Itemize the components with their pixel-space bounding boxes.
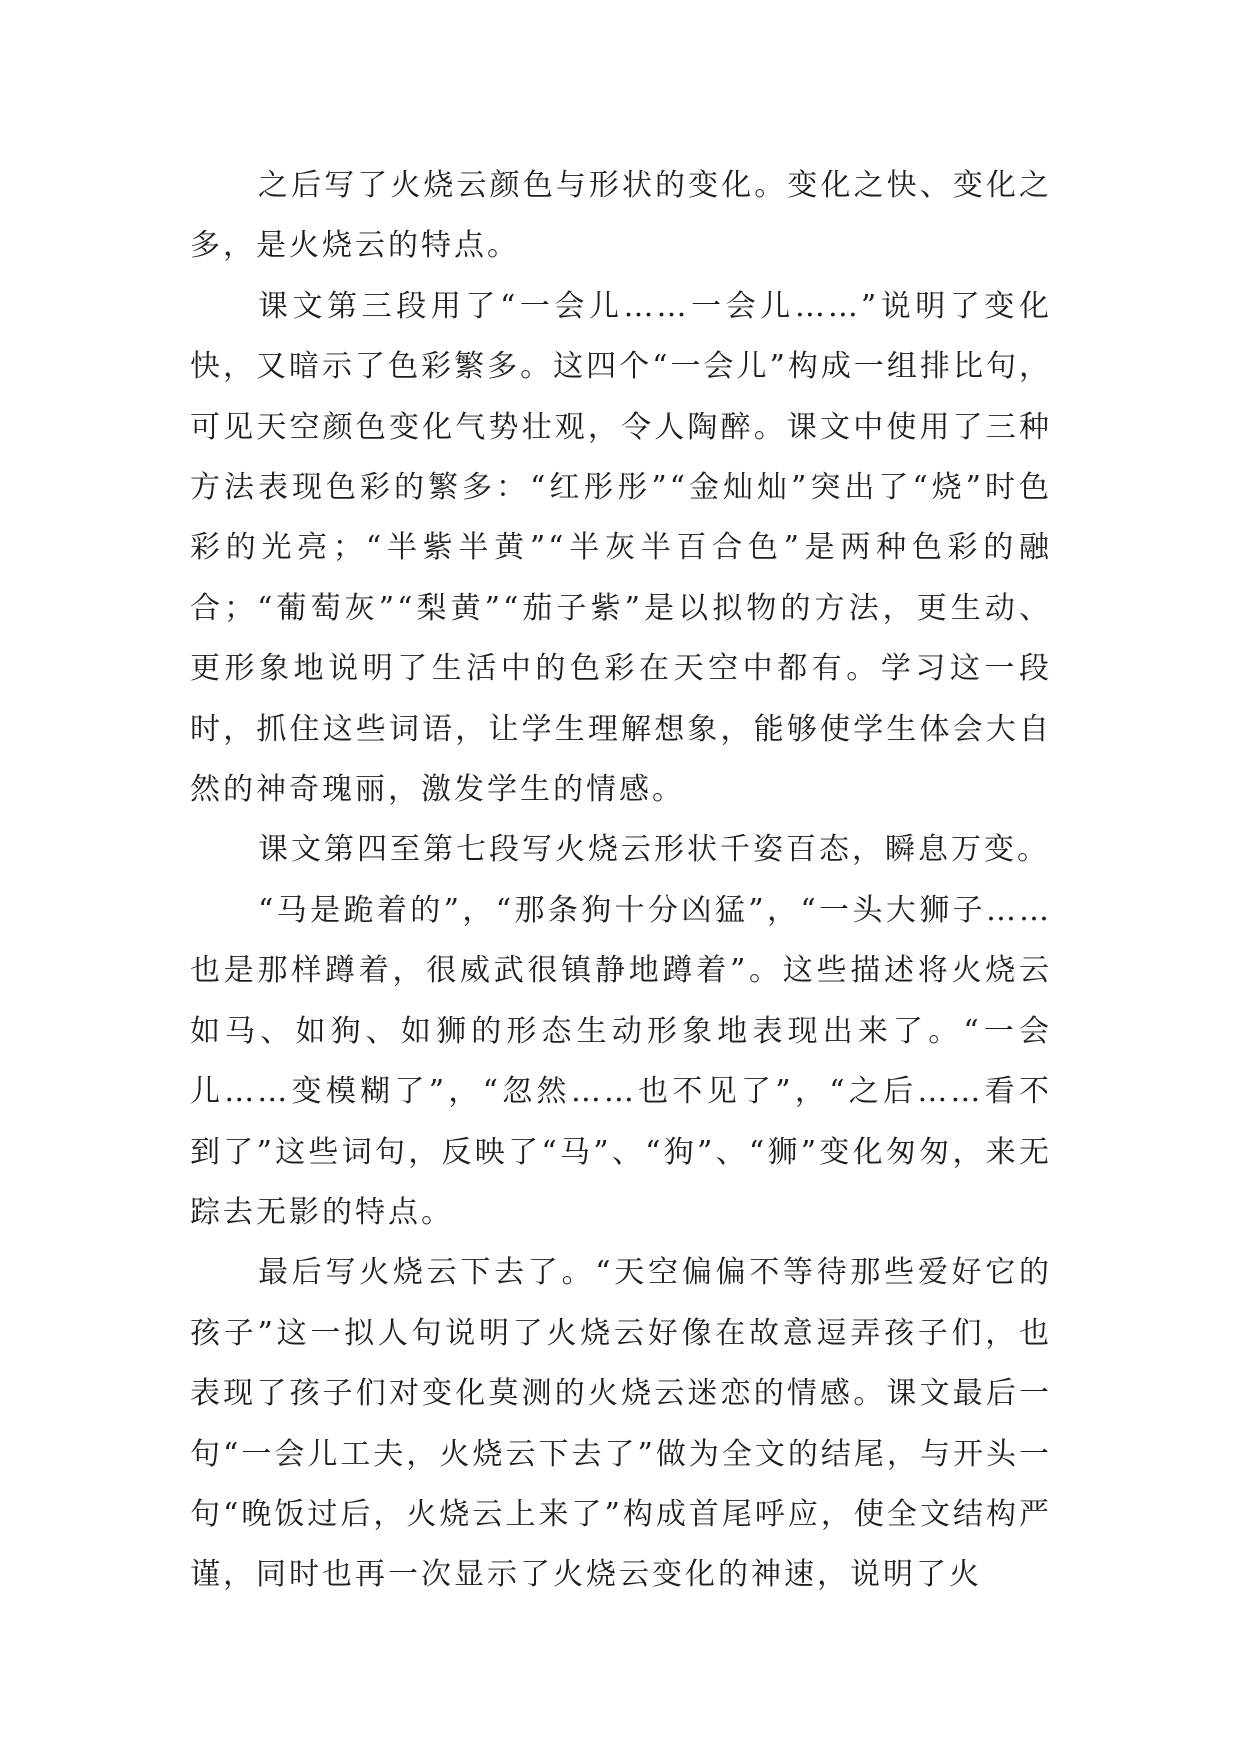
paragraph-4: “马是跪着的”，“那条狗十分凶猛”，“一头大狮子……也是那样蹲着，很威武很镇静地蹲着”。这些描述将火烧云如马、如狗、如狮的形态生动形象地表现出来了。“一会儿……变模糊了”，“忽然……也不见了”，“之后……看不到了”这些词句，反映了“马”、“狗”、“狮”变化匆匆，来无踪去无影的特点。	[190, 892, 1052, 1230]
paragraph-2: 课文第三段用了“一会儿……一会儿……”说明了变化快，又暗示了色彩繁多。这四个“一会儿”构成一组排比句，可见天空颜色变化气势壮观，令人陶醉。课文中使用了三种方法表现色彩的繁多：“红彤彤”“金灿灿”突出了“烧”时色彩的光亮；“半紫半黄”“半灰半百合色”是两种色彩的融合；“葡萄灰”“梨黄”“茄子紫”是以拟物的方法，更生动、更形象地说明了生活中的色彩在天空中都有。学习这一段时，抓住这些词语，让学生理解想象，能够使学生体会大自然的神奇瑰丽，激发学生的情感。	[190, 288, 1052, 808]
paragraph-5: 最后写火烧云下去了。“天空偏偏不等待那些爱好它的孩子”这一拟人句说明了火烧云好像在故意逗弄孩子们，也表现了孩子们对变化莫测的火烧云迷恋的情感。课文最后一句“一会儿工夫，火烧云下去了”做为全文的结尾，与开头一句“晚饭过后，火烧云上来了”构成首尾呼应，使全文结构严谨，同时也再一次显示了火烧云变化的神速，说明了火	[190, 1255, 1052, 1593]
body-text	[190, 156, 1052, 1606]
paragraph-3: 课文第四至第七段写火烧云形状千姿百态，瞬息万变。	[258, 832, 1050, 868]
paragraph-1: 之后写了火烧云颜色与形状的变化。变化之快、变化之多，是火烧云的特点。	[190, 168, 1052, 264]
